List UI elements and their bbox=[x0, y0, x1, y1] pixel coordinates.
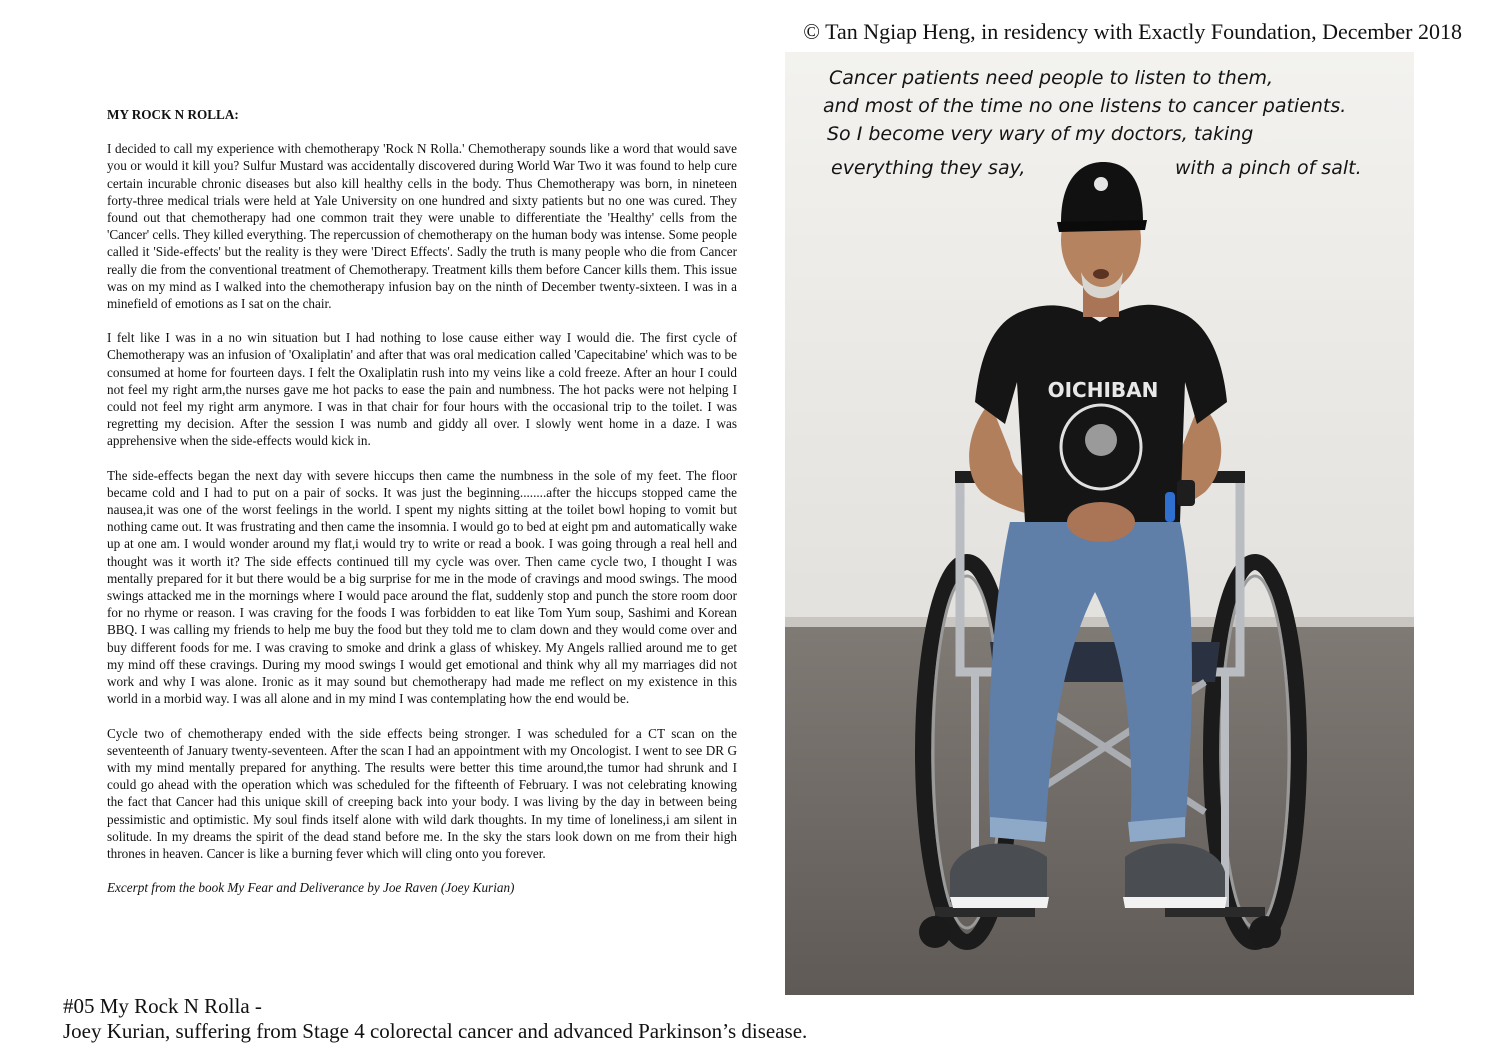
quote-line-4: everything they say, bbox=[831, 157, 1026, 179]
essay-paragraph-2: I felt like I was in a no win situation but I had nothing to lose cause either way I would die. The first cycle of Chemotherapy was an infusion of 'Oxaliplatin' and after that was oral medication called 'Capecitabine' which was to be consumed at home for fourteen days. I felt the Oxaliplatin rush into my veins like a cold freeze. After an hour I could not feel my right arm,the nurses gave me hot packs to ease the pain and numbness. The hot packs were not helping I could not feel my right arm anymore. I was in that chair for four hours with the occasional trip to the toilet. I was regretting my decision. After the session I was numb and giddy all over. I slowly went home in a daze. I was apprehensive when the side-effects would kick in. bbox=[107, 330, 737, 449]
portrait-illustration bbox=[785, 52, 1414, 995]
skirting bbox=[785, 617, 1414, 627]
caption-title: #05 My Rock N Rolla - bbox=[63, 994, 262, 1018]
quote-line-1: Cancer patients need people to listen to them, bbox=[829, 67, 1274, 89]
essay-credit: Excerpt from the book My Fear and Deliverance by Joe Raven (Joey Kurian) bbox=[107, 880, 515, 896]
caption-description: Joey Kurian, suffering from Stage 4 colorectal cancer and advanced Parkinson’s disease. bbox=[63, 1019, 808, 1043]
essay-text bbox=[107, 106, 737, 913]
quote-line-2: and most of the time no one listens to cancer patients. bbox=[823, 95, 1347, 117]
quote-line-5: with a pinch of salt. bbox=[1175, 157, 1362, 179]
essay-paragraph-4: Cycle two of chemotherapy ended with the side effects being stronger. I was scheduled for a CT scan on the seventeenth of January twenty-seventeen. After the scan I had an appointment with my Oncologist. I went to see DR G with my mind mentally prepared for anything. The results were better this time around,the tumor had shrunk and I could go ahead with the operation which was scheduled for the fifteenth of February. I was not celebrating knowing the fact that Cancer had this unique skill of creeping back into your body. I was living by the day in between being pessimistic and optimistic. My soul finds itself alone with wild dark thoughts. In my time of loneliness,i am silent in solitude. In my dreams the spirit of the dead stand before me. In the sky the stars look down on me from their high thrones in heaven. Cancer is like a burning fever which will cling onto you forever. bbox=[107, 725, 737, 861]
photo-caption bbox=[63, 994, 807, 1044]
essay-paragraph-1: I decided to call my experience with chemotherapy 'Rock N Rolla.' Chemotherapy sounds like a word that would save you or would it kill you? Sulfur Mustard was accidentally discovered during World War Two it was found to help cure certain incurable chronic diseases but also kill healthy cells in the body. Thus Chemotherapy was born, in nineteen forty-three medical trials were held at Yale University on one hundred and sixty patients but no one was cured. They found out that chemotherapy had one common trait they were unable to differentiate the 'Healthy' cells from the 'Cancer' cells. They killed everything. The repercussion of chemotherapy on the human body was intense. Some people called it 'Side-effects' but the reality is they were 'Direct Effects'. Sadly the truth is many people who die from Cancer really die from the conventional treatment of Chemotherapy. Treatment kills them before Cancer kills them. This issue was on my mind as I walked into the chemotherapy infusion bay on the ninth of December twenty-sixteen. I was in a minefield of emotions as I sat on the chair. bbox=[107, 141, 737, 312]
essay-paragraph-3: The side-effects began the next day with severe hiccups then came the numbness in the sole of my feet. The floor became cold and I had to put on a pair of socks. It was just the beginning........after the hiccups stopped came the nausea,it was one of the worst feelings in the world. I spent my nights sitting at the toilet bowl hoping to vomit but nothing came out. It was frustrating and then came the insomnia. I would go to bed at eight pm and automatically wake up at one am. I would wonder around my flat,i would try to write or read a book. I was going through a real hell and thought was it worth it? The side effects continued till my cycle was over. Then came cycle two, I thought I was mentally prepared for it but there would be a big surprise for me in the mode of cravings and mood swings. The mood swings attacked me in the mornings where I would pace around the flat, suddenly stop and punch the store room door for no rhyme or reason. I was craving for the foods I was forbidden to eat like Tom Yum soup, Sashimi and Korean BBQ. I was calling my friends to help me buy the food but they told me to clam down and they would come over and buy different foods for me. I was craving to smoke and drink a glass of whiskey. My Angels rallied around me to get my mind off these cravings. During my mood swings I would get emotional and think why all my marriages did not work and why I was alone. Ironic as it may sound but chemotherapy had made me reflect on my existence in this world in a morbid way. I was all alone and in my mind I was contemplating how the end would be. bbox=[107, 467, 737, 707]
essay-heading: MY ROCK N ROLLA: bbox=[107, 107, 239, 122]
shirt-print-text: OICHIBAN bbox=[1047, 378, 1159, 402]
quote-line-3: So I become very wary of my doctors, taking bbox=[827, 123, 1254, 145]
floor bbox=[785, 627, 1414, 995]
portrait-photo bbox=[785, 52, 1414, 995]
copyright-notice: © Tan Ngiap Heng, in residency with Exactly Foundation, December 2018 bbox=[803, 19, 1462, 44]
